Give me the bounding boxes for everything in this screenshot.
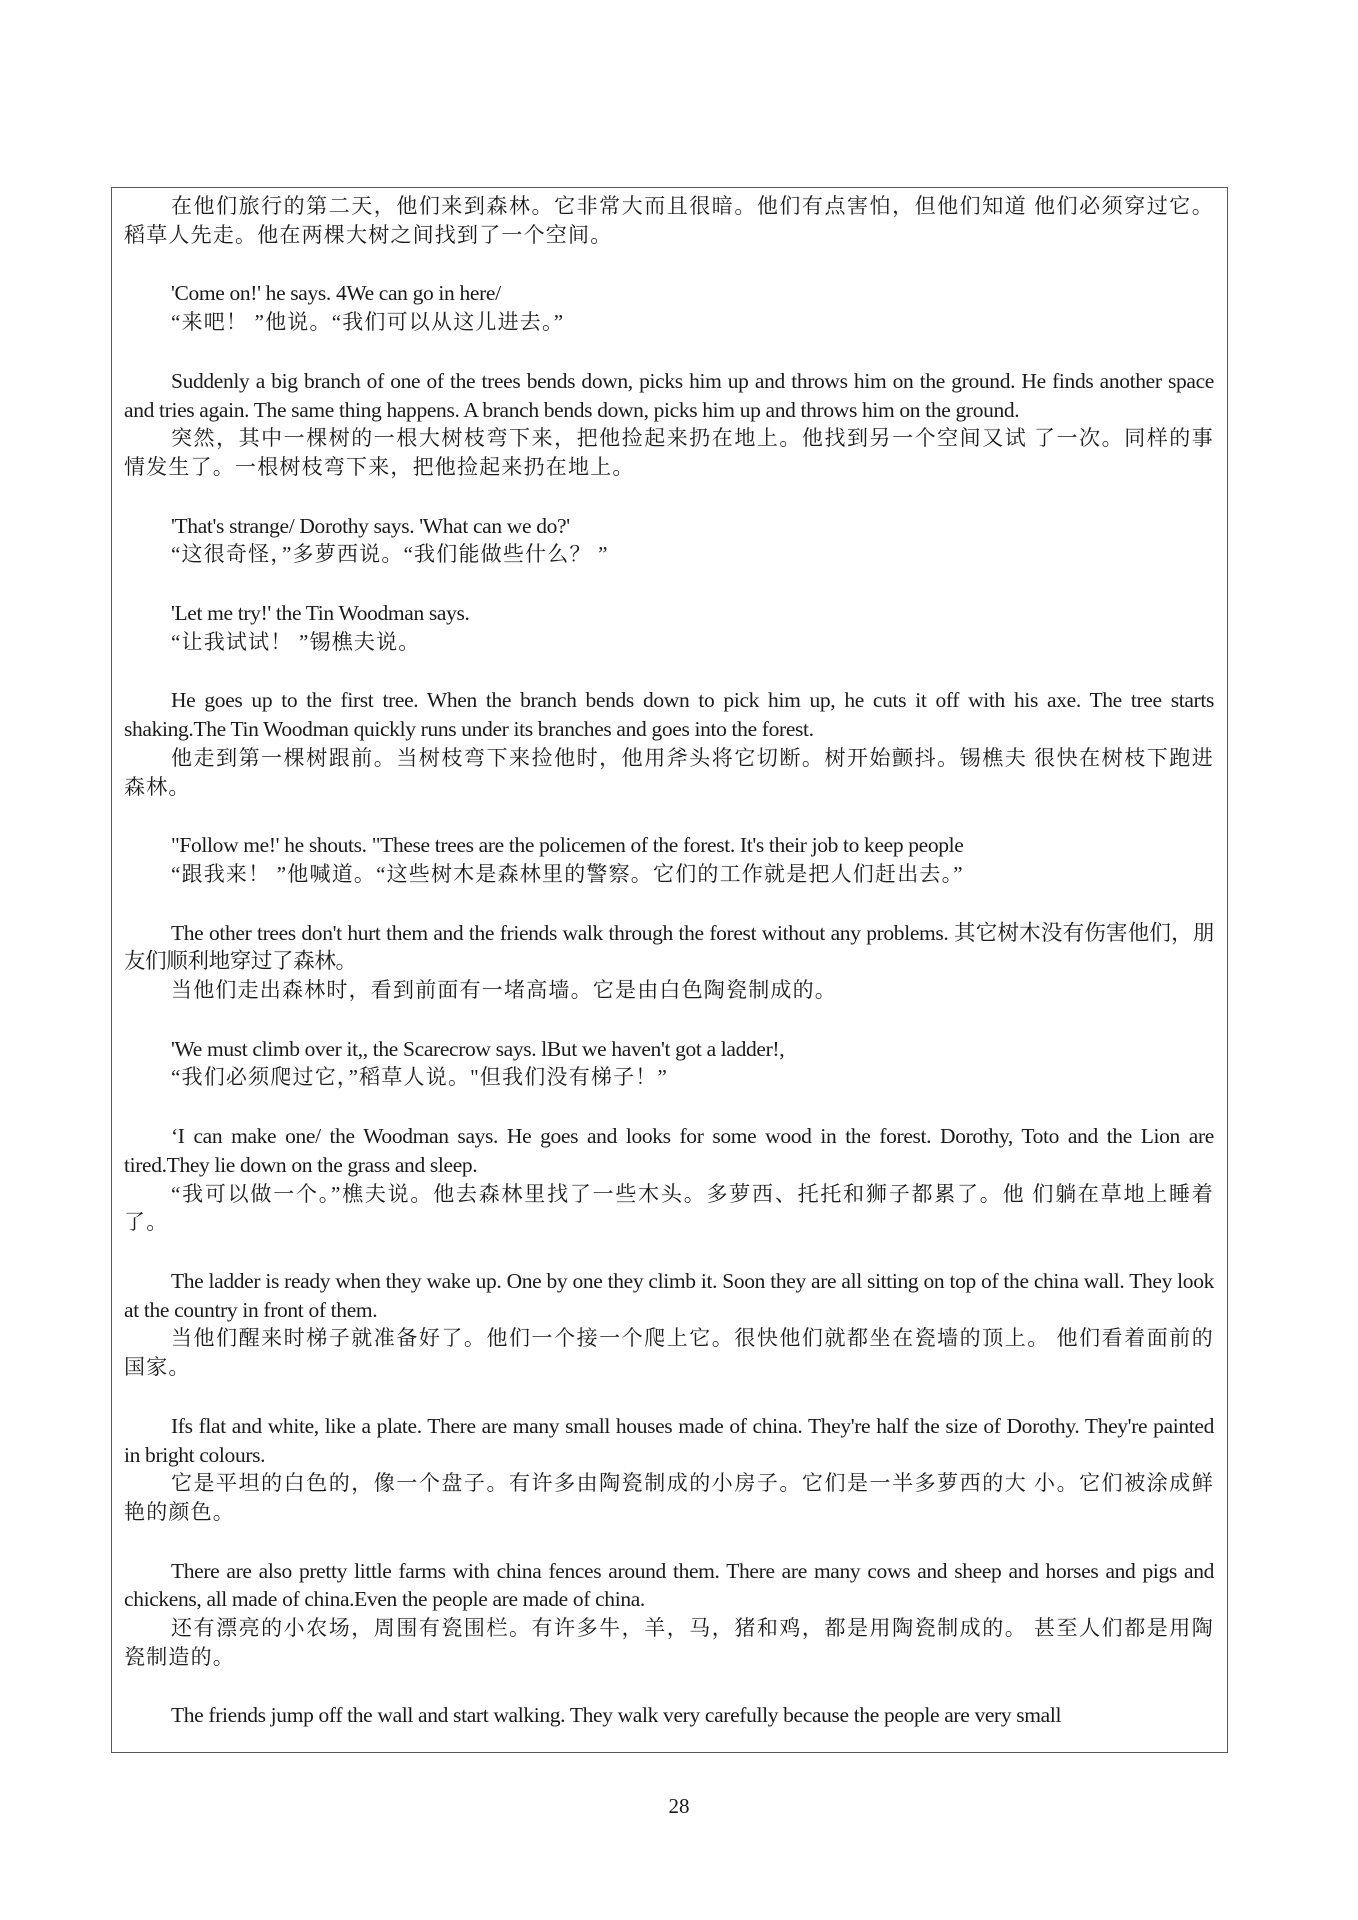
text-line-en: The other trees don't hurt them and the friends walk through the forest without any problems. 其它树木没有伤害他们，朋友们顺利地穿过了森林。 — [124, 920, 1214, 974]
paragraph — [124, 512, 1214, 569]
paragraph — [124, 367, 1214, 482]
text-line-zh: “跟我来！ ”他喊道。“这些树木是森林里的警察。它们的工作就是把人们赶出去。” — [171, 861, 964, 886]
paragraph — [124, 1557, 1214, 1672]
text-line-zh: “来吧！ ”他说。“我们可以从这儿进去。” — [171, 310, 565, 335]
paragraph — [124, 1701, 1214, 1730]
paragraph — [124, 279, 1214, 336]
text-line-zh: “我可以做一个。”樵夫说。他去森林里找了一些木头。多萝西、托托和狮子都累了。他 们躺在草地上睡着了。 — [124, 1181, 1214, 1235]
paragraph — [124, 1122, 1214, 1237]
text-line-en: "Follow me!' he shouts. "These trees are the policemen of the forest. It's their job to keep people — [171, 833, 964, 858]
text-line-en: The friends jump off the wall and start walking. They walk very carefully because the people are very small — [171, 1703, 1062, 1728]
text-line-en: 'We must climb over it,, the Scarecrow says. lBut we haven't got a ladder!, — [171, 1036, 785, 1061]
text-line-en: The ladder is ready when they wake up. One by one they climb it. Soon they are all sitting on top of the china wall. They look at the country in front of them. — [124, 1268, 1214, 1322]
paragraph — [124, 1035, 1214, 1092]
paragraph — [124, 192, 1214, 249]
text-line-en: 'Let me try!' the Tin Woodman says. — [171, 601, 470, 626]
text-line-zh: “我们必须爬过它，”稻草人说。"但我们没有梯子！” — [171, 1065, 669, 1090]
text-frame — [111, 187, 1228, 1753]
text-line-en: There are also pretty little farms with china fences around them. There are many cows and sheep and horses and pigs and chickens, all made of china.Even the people are made of china. — [124, 1558, 1214, 1612]
text-line-zh: 当他们走出森林时，看到前面有一堵高墙。它是由白色陶瓷制成的。 — [171, 978, 837, 1003]
paragraph — [124, 919, 1214, 1005]
text-line-zh: 突然，其中一棵树的一根大树枝弯下来，把他捡起来扔在地上。他找到另一个空间又试 了一次。同样的事情发生了。一根树枝弯下来，把他捡起来扔在地上。 — [124, 426, 1214, 479]
paragraph — [124, 599, 1214, 656]
text-line-en: Suddenly a big branch of one of the trees bends down, picks him up and throws him on the ground. He finds another space and tries again. The same thing happens. A branch bends down, picks him up and throws him on the ground. — [124, 368, 1214, 422]
text-line-en: He goes up to the first tree. When the branch bends down to pick him up, he cuts it off with his axe. The tree starts shaking.The Tin Woodman quickly runs under its branches and goes into the forest. — [124, 688, 1214, 742]
paragraph — [124, 1412, 1214, 1527]
text-line-zh: 他走到第一棵树跟前。当树枝弯下来捡他时，他用斧头将它切断。树开始颤抖。锡樵夫 很快在树枝下跑进森林。 — [124, 745, 1214, 799]
paragraph — [124, 1267, 1214, 1382]
page-number: 28 — [668, 1794, 690, 1818]
text-line-zh: 当他们醒来时梯子就准备好了。他们一个接一个爬上它。很快他们就都坐在瓷墙的顶上。 他们看着面前的国家。 — [124, 1326, 1214, 1380]
text-line-zh: “这很奇怪，”多萝西说。“我们能做些什么？ ” — [171, 542, 609, 567]
text-line-en: 'Come on!' he says. 4We can go in here/ — [171, 281, 501, 306]
paragraph — [124, 831, 1214, 888]
text-line-zh: 在他们旅行的第二天，他们来到森林。它非常大而且很暗。他们有点害怕，但他们知道 他们必须穿过它。稻草人先走。他在两棵大树之间找到了一个空间。 — [124, 194, 1214, 247]
text-line-en: 'That's strange/ Dorothy says. 'What can we do?' — [171, 513, 570, 538]
text-line-zh: 还有漂亮的小农场，周围有瓷围栏。有许多牛，羊，马，猪和鸡，都是用陶瓷制成的。 甚至人们都是用陶瓷制造的。 — [124, 1616, 1214, 1669]
text-line-en: ‘I can make one/ the Woodman says. He goes and looks for some wood in the forest. Dorothy, Toto and the Lion are tired.They lie down on the grass and sleep. — [124, 1124, 1214, 1177]
text-line-en: Ifs flat and white, like a plate. There are many small houses made of china. They're half the size of Dorothy. They're painted in bright colours. — [124, 1413, 1214, 1467]
text-line-zh: “让我试试！ ”锡樵夫说。 — [171, 629, 421, 654]
text-line-zh: 它是平坦的白色的，像一个盘子。有许多由陶瓷制成的小房子。它们是一半多萝西的大 小。它们被涂成鲜艳的颜色。 — [124, 1471, 1214, 1524]
paragraph — [124, 686, 1214, 801]
